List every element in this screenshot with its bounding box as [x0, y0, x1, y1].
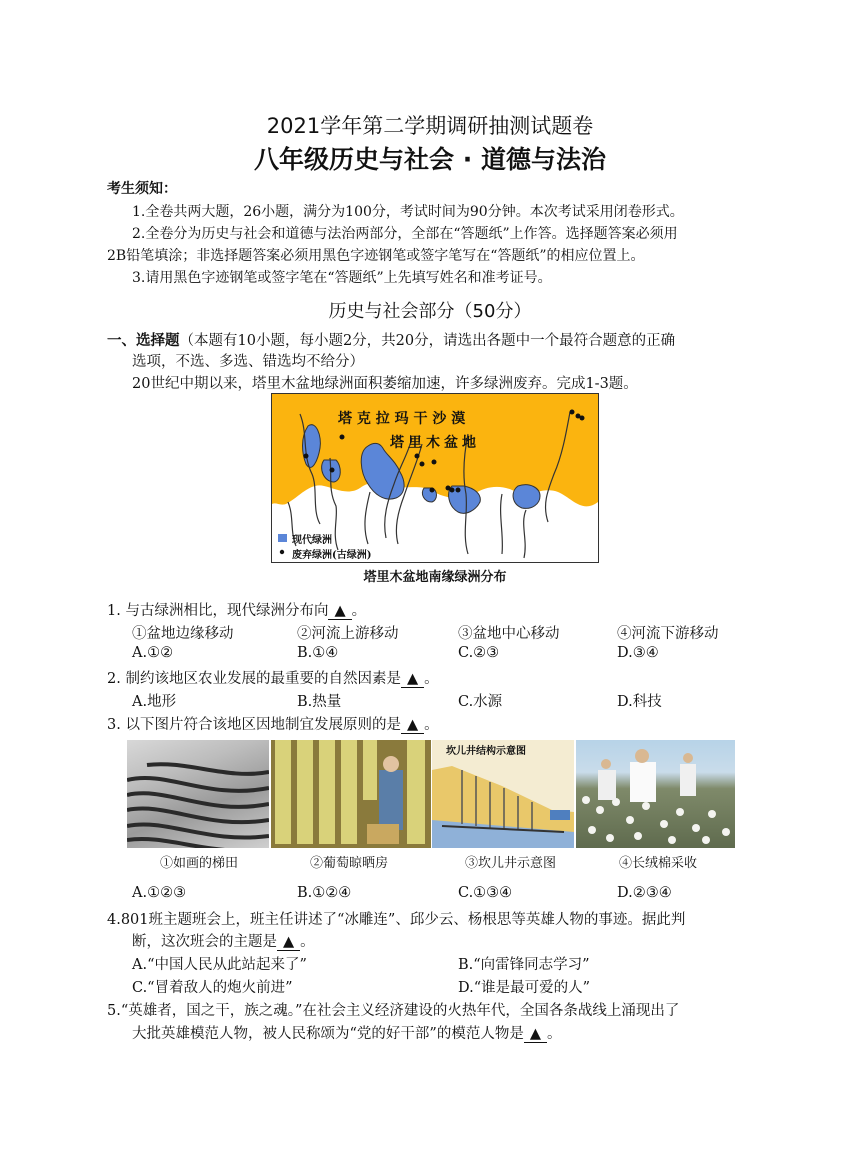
- q3-option: D.②③④: [617, 885, 672, 901]
- notice-line: 3.请用黑色字迹钢笔或签字笔在“答题纸”上先填写姓名和准考证号。: [132, 270, 552, 286]
- q2-option: A.地形: [132, 694, 177, 710]
- q1-item: ③盆地中心移动: [458, 626, 560, 642]
- q4-option: D.“谁是最可爱的人”: [458, 980, 591, 996]
- part1-title: 一、选择题: [107, 332, 180, 349]
- legend-abandoned: 废弃绿洲(古绿洲): [292, 550, 372, 561]
- q3-option: B.①②④: [297, 885, 352, 901]
- answer-blank: ▲: [277, 934, 300, 951]
- q1-stem-text: 1. 与古绿洲相比，现代绿洲分布向: [107, 603, 329, 619]
- q5-stem: 5.“英雄者，国之干，族之魂。”在社会主义经济建设的火热年代，全国各条战线上涌现出了: [107, 1003, 680, 1019]
- q5-stem-text: 大批英雄模范人物，被人民称颂为“党的好干部”的模范人物是: [132, 1026, 524, 1042]
- notice-heading: 考生须知：: [107, 181, 177, 197]
- q2-option: B.热量: [297, 694, 342, 710]
- q3-caption: ③坎儿井示意图: [465, 856, 557, 871]
- q3-caption: ①如画的梯田: [160, 856, 239, 871]
- answer-blank: ▲: [401, 717, 424, 734]
- notice-line: 1.全卷共两大题，26小题，满分为100分，考试时间为90分钟。本次考试采用闭卷形式。: [132, 204, 684, 220]
- q4-option: B.“向雷锋同志学习”: [458, 957, 590, 973]
- answer-blank: ▲: [524, 1026, 547, 1043]
- q1-option: A.①②: [132, 645, 174, 661]
- q2-stem: 2. 制约该地区农业发展的最重要的自然因素是 ▲ 。: [107, 671, 439, 687]
- q3-stem: 3. 以下图片符合该地区因地制宜发展原则的是 ▲ 。: [107, 717, 439, 733]
- q1-item: ②河流上游移动: [297, 626, 399, 642]
- q3-stem-text: 3. 以下图片符合该地区因地制宜发展原则的是: [107, 717, 401, 733]
- q4-stem: 4.801班主题班会上，班主任讲述了“冰雕连”、邱少云、杨根思等英雄人物的事迹。据此判: [107, 912, 686, 928]
- q3-caption: ④长绒棉采收: [619, 856, 698, 871]
- cotton-photo: [576, 740, 735, 848]
- grape-photo: [271, 740, 431, 848]
- map-caption: 塔里木盆地南缘绿洲分布: [363, 570, 507, 585]
- q3-caption: ②葡萄晾晒房: [310, 856, 389, 871]
- q3-option: A.①②③: [132, 885, 187, 901]
- exam-title: 2021学年第二学期调研抽测试题卷: [266, 114, 594, 138]
- q1-option: D.③④: [617, 645, 659, 661]
- part1-desc: （本题有10小题，每小题2分，共20分，请选出各题中一个最符合题意的正确: [179, 333, 676, 349]
- q2-stem-text: 2. 制约该地区农业发展的最重要的自然因素是: [107, 671, 401, 687]
- tarim-oasis-map: [271, 393, 599, 563]
- terrace-graphic: [127, 740, 269, 848]
- exam-subtitle: 八年级历史与社会 · 道德与法治: [254, 145, 606, 174]
- q1-stem: 1. 与古绿洲相比，现代绿洲分布向 ▲ 。: [107, 603, 367, 619]
- q3-option: C.①③④: [458, 885, 513, 901]
- group-intro: 20世纪中期以来，塔里木盆地绿洲面积萎缩加速，许多绿洲废弃。完成1-3题。: [132, 376, 638, 392]
- terrace-photo: [127, 740, 269, 848]
- q2-option: D.科技: [617, 694, 662, 710]
- q1-item: ④河流下游移动: [617, 626, 719, 642]
- q1-option: B.①④: [297, 645, 339, 661]
- part1-desc-cont: 选项，不选、多选、错选均不给分）: [132, 354, 364, 370]
- karez-title: 坎儿井结构示意图: [446, 746, 526, 757]
- notice-line: 2B铅笔填涂；非选择题答案必须用黑色字迹钢笔或签字笔写在“答题纸”的相应位置上。: [107, 248, 645, 264]
- q4-option: A.“中国人民从此站起来了”: [132, 957, 307, 973]
- desert-label: 塔 克 拉 玛 干 沙 漠: [338, 411, 466, 427]
- q4-stem-text: 断，这次班会的主题是: [132, 934, 277, 950]
- cotton-graphic: [576, 740, 735, 848]
- grape-graphic: [271, 740, 431, 848]
- q1-option: C.②③: [458, 645, 500, 661]
- answer-blank: ▲: [328, 603, 351, 620]
- answer-blank: ▲: [401, 671, 424, 688]
- section-title: 历史与社会部分（50分）: [328, 301, 532, 322]
- notice-line: 2.全卷分为历史与社会和道德与法治两部分，全部在“答题纸”上作答。选择题答案必须用: [132, 226, 678, 242]
- part1-intro: [107, 329, 675, 350]
- q1-item: ①盆地边缘移动: [132, 626, 234, 642]
- basin-label: 塔里木盆地: [390, 435, 480, 451]
- legend-modern: 现代绿洲: [292, 535, 332, 546]
- q2-option: C.水源: [458, 694, 503, 710]
- q5-stem-cont: 大批英雄模范人物，被人民称颂为“党的好干部”的模范人物是 ▲ 。: [132, 1026, 562, 1042]
- q4-option: C.“冒着敌人的炮火前进”: [132, 980, 293, 996]
- karez-diagram: [432, 740, 574, 848]
- q4-stem-cont: 断，这次班会的主题是 ▲ 。: [132, 934, 315, 950]
